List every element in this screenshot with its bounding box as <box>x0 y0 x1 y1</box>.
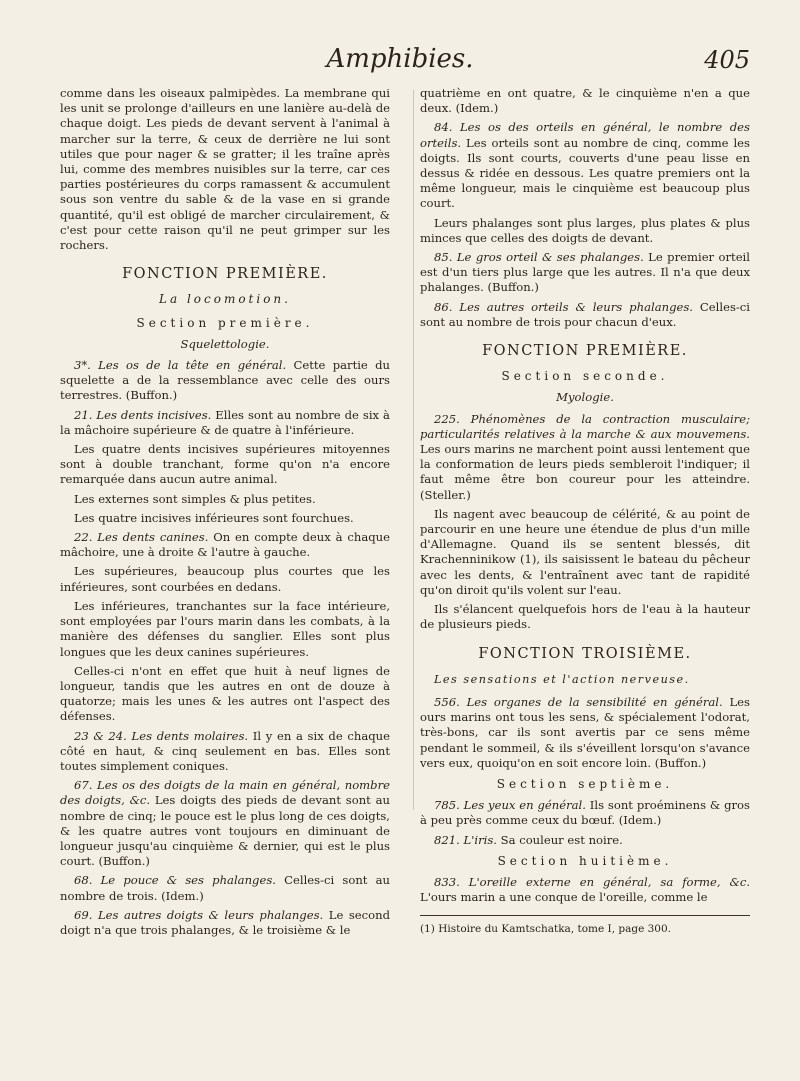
entry-head: 833. L'oreille externe en général, sa forme, &c. <box>434 874 750 889</box>
paragraph <box>420 798 750 828</box>
entry-head: 22. Les dents canines. <box>74 530 209 545</box>
entry-body: Cette partie du squelette a de la ressemblance avec celle des ours terrestres. (Buffon.) <box>60 358 390 403</box>
entry-head: 69. Les autres doigts & leurs phalanges. <box>74 907 324 922</box>
entry-body: Sa couleur est noire. <box>496 832 623 847</box>
right-column <box>420 86 750 942</box>
paragraph <box>420 412 750 503</box>
paragraph <box>60 530 390 560</box>
page-number: 405 <box>704 46 750 74</box>
section-heading: Section septième. <box>496 776 674 791</box>
paragraph: Les inférieures, tranchantes sur la face intérieure, sont employées par l'ours marin dans les combats, à la manière des défenses du sanglier. Elles sont plus longues que les deux canines supérieures. <box>60 598 390 659</box>
paragraph: Les supérieures, beaucoup plus courtes que les inférieures, sont courbées en dedans. <box>60 564 390 594</box>
entry-body: Elles sont au nombre de six à la mâchoire supérieure & de quatre à l'inférieure. <box>60 407 390 437</box>
entry-head: 225. Phénomènes de la contraction musculaire; particularités relatives à la marche & aux mouvemens. <box>420 411 750 441</box>
running-title: Amphibies. <box>326 44 474 74</box>
paragraph <box>60 873 390 903</box>
footnote: (1) Histoire du Kamtschatka, tome I, page 300. <box>420 923 672 936</box>
paragraph: Les externes sont simples & plus petites. <box>74 491 316 506</box>
paragraph <box>420 120 750 211</box>
entry-head: 23 & 24. Les dents molaires. <box>74 728 249 743</box>
entry-head: 21. Les dents incisives. <box>74 407 212 422</box>
running-header <box>40 42 760 86</box>
fonction-heading: FONCTION PREMIÈRE. <box>122 266 328 283</box>
entry-body: Les orteils sont au nombre de cinq, comme les doigts. Ils sont courts, couverts d'une peau lisse en dessus & ridée en dessous. Les quatre premiers ont la même longueur, mais le cinquième est beaucoup plus court. <box>420 135 750 211</box>
paragraph <box>60 729 390 775</box>
entry-head: 785. Les yeux en général. <box>434 798 586 813</box>
entry-body: Les ours marins ont tous les sens, & spécialement l'odorat, très-bons, car ils sont avertis par ce sens même pendant le sommeil, & ils s'éveillent lorsqu'on s'avance vers eux, quoiqu'on en soit encore loin. (Buffon.) <box>420 694 750 770</box>
paragraph: Ils nagent avec beaucoup de célérité, & au point de parcourir en une heure une étendue de plus d'un mille d'Allemagne. Quand ils se sentent blessés, dit Krachenninikow (1), ils saisissent le bateau du pêcheur avec les dents, & l'entraînent avec tant de rapidité qu'on diroit qu'ils volent sur l'eau. <box>420 506 750 597</box>
entry-head: 821. L'iris. <box>434 832 497 847</box>
fonction-heading: FONCTION TROISIÈME. <box>478 645 692 662</box>
entry-body: On en compte deux à chaque mâchoire, une à droite & l'autre à gauche. <box>60 530 390 560</box>
section-heading: Section huitième. <box>497 853 673 868</box>
topic-heading: Squelettologie. <box>180 336 270 351</box>
entry-body: Ils sont proéminens & gros à peu près comme ceux du bœuf. (Idem.) <box>420 798 750 828</box>
paragraph <box>420 250 750 296</box>
paragraph <box>420 875 750 905</box>
left-column <box>60 86 390 942</box>
entry-body: Les doigts des pieds de devant sont au nombre de cinq; le pouce est le plus long de ces doigts, & les quatre autres vont toujours en diminuant de longueur jusqu'au cinquième & dernier, qui est le plus court. (Buffon.) <box>60 793 390 869</box>
paragraph <box>60 358 390 404</box>
paragraph: Les quatre incisives inférieures sont fourchues. <box>74 510 354 525</box>
paragraph <box>60 778 390 869</box>
paragraph <box>420 833 750 848</box>
entry-body: Celles-ci sont au nombre de trois. (Idem.) <box>60 873 390 903</box>
section-heading: Section première. <box>136 315 314 330</box>
entry-head: 556. Les organes de la sensibilité en général. <box>434 694 723 709</box>
entry-body: L'ours marin a une conque de l'oreille, comme le <box>420 890 708 905</box>
entry-body: Il y en a six de chaque côté en haut, & cinq seulement en bas. Elles sont toutes simplement coniques. <box>60 728 390 773</box>
section-heading: Section seconde. <box>501 369 669 384</box>
paragraph <box>60 408 390 438</box>
paragraph <box>60 908 390 938</box>
paragraph: Leurs phalanges sont plus larges, plus plates & plus minces que celles des doigts de devant. <box>420 215 750 245</box>
paragraph <box>420 300 750 330</box>
column-gutter <box>413 90 414 810</box>
paragraph: comme dans les oiseaux palmipèdes. La membrane qui les unit se prolonge d'ailleurs en une lanière au-delà de chaque doigt. Les pieds de devant servent à l'animal à marcher sur la terre, & ceux de derrière ne lui sont utiles que pour nager & se gratter; il les traîne après lui, comme des membres nuisibles sur la terre, car ces parties postérieures du corps ramassent & accumulent sous son ventre du sable & de la vase en si grande quantité, qu'il est obligé de marcher circulairement, & c'est pour cette raison qu'il ne peut grimper sur les rochers. <box>60 86 390 253</box>
fonction-heading: FONCTION PREMIÈRE. <box>482 343 688 360</box>
paragraph: Les quatre dents incisives supérieures mitoyennes sont à double tranchant, forme qu'on n'a encore remarquée dans aucun autre animal. <box>60 442 390 487</box>
paragraph: Celles-ci n'ont en effet que huit à neuf lignes de longueur, tandis que les autres en ont de douze à quatorze; mais les unes & les autres ont l'aspect des défenses. <box>60 663 390 724</box>
entry-head: 84. Les os des orteils en général, le nombre des orteils. <box>420 120 750 150</box>
entry-body: Celles-ci sont au nombre de trois pour chacun d'eux. <box>420 299 751 329</box>
sub-heading: Les sensations et l'action nerveuse. <box>434 672 690 686</box>
topic-heading: Myologie. <box>556 390 614 405</box>
sub-heading: La locomotion. <box>159 292 291 307</box>
entry-head: 3*. Les os de la tête en général. <box>74 358 287 373</box>
paragraph: Ils s'élancent quelquefois hors de l'eau à la hauteur de plusieurs pieds. <box>420 602 750 632</box>
entry-body: Le premier orteil est d'un tiers plus large que les autres. Il n'a que deux phalanges. (Buffon.) <box>420 250 750 295</box>
entry-body: Les ours marins ne marchent point aussi lentement que la conformation de leurs pieds sembleroit l'indiquer; il faut même être bon coureur pour les atteindre. (Steller.) <box>420 442 750 502</box>
footnote-rule <box>420 915 750 916</box>
paragraph <box>420 695 750 771</box>
entry-body: Le second doigt n'a que trois phalanges, & le troisième & le <box>60 907 390 937</box>
entry-head: 86. Les autres orteils & leurs phalanges. <box>434 299 693 314</box>
paragraph: quatrième en ont quatre, & le cinquième n'en a que deux. (Idem.) <box>420 86 750 116</box>
entry-head: 67. Les os des doigts de la main en général, nombre des doigts, &c. <box>60 778 390 808</box>
entry-head: 68. Le pouce & ses phalanges. <box>74 873 276 888</box>
entry-head: 85. Le gros orteil & ses phalanges. <box>434 250 644 265</box>
